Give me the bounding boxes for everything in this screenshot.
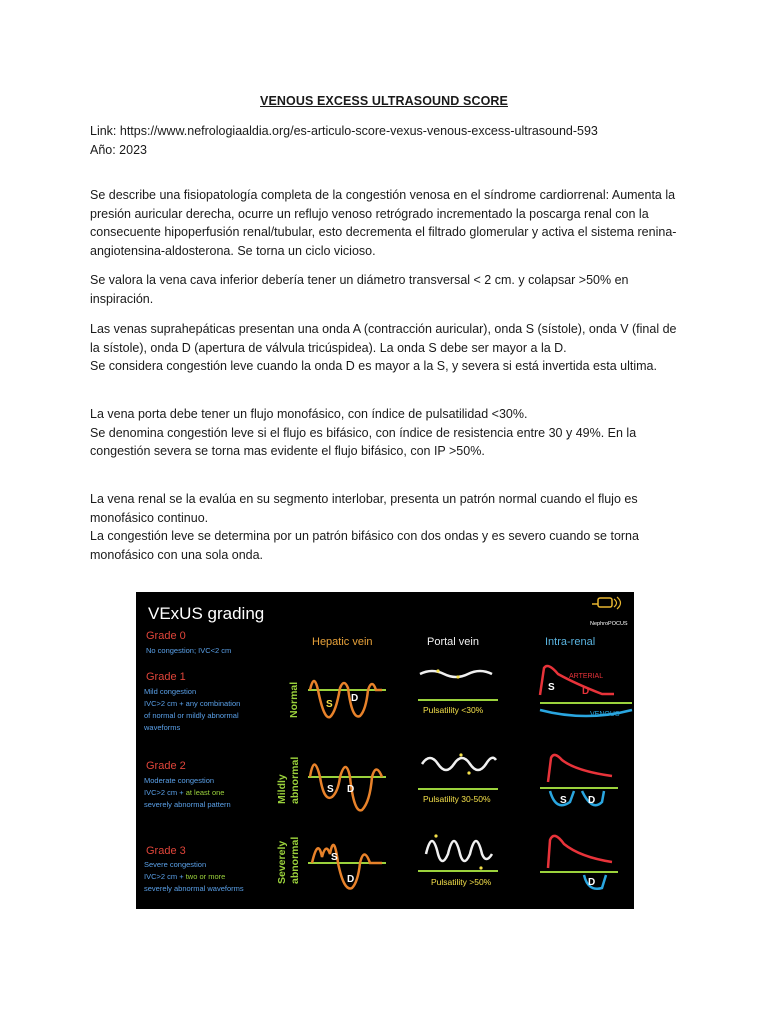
paragraph-text: La congestión leve se determina por un patrón bifásico con dos ondas y es severo cuando se torna monofásico con una sola onda. bbox=[90, 529, 639, 562]
paragraph-text: Se valora la vena cava inferior debería tener un diámetro transversal < 2 cm. y colapsar >50% en inspiración. bbox=[90, 273, 629, 306]
paragraph-renal-vein bbox=[90, 490, 680, 564]
source-info bbox=[90, 122, 680, 159]
paragraph-hepatic-veins bbox=[90, 320, 680, 376]
paragraph-text: Se denomina congestión leve si el flujo es bifásico, con índice de resistencia entre 30 y 49%. En la congestión severa se torna mas evidente el flujo bifásico, con IP >50%. bbox=[90, 425, 637, 458]
marker bbox=[436, 669, 439, 672]
pulsatility-severe: Pulsatility >50% bbox=[431, 877, 492, 887]
paragraph-portal-vein bbox=[90, 405, 680, 461]
d-wave-label: D bbox=[582, 686, 590, 697]
d-wave-label: D bbox=[347, 874, 355, 885]
s-wave-label: S bbox=[560, 795, 567, 806]
grade-3-title: Grade 3 bbox=[146, 845, 186, 857]
d-wave-label: D bbox=[588, 877, 596, 888]
marker bbox=[467, 771, 470, 774]
grade-2-highlight: at least one bbox=[185, 788, 225, 797]
grade-1-desc-line3: of normal or mildly abnormal bbox=[144, 711, 239, 720]
row-label-normal: Normal bbox=[288, 681, 300, 718]
d-wave-label: D bbox=[347, 784, 355, 795]
column-portal: Portal vein bbox=[427, 636, 479, 648]
venous-label: VENOUS bbox=[590, 711, 620, 718]
grade-3-desc-line3: severely abnormal waveforms bbox=[144, 884, 244, 893]
marker bbox=[434, 834, 437, 837]
paragraph-ivc bbox=[90, 271, 680, 308]
arterial-label: ARTERIAL bbox=[569, 673, 604, 680]
figure-heading: VExUS grading bbox=[148, 604, 265, 623]
year-line: Año: 2023 bbox=[90, 142, 147, 157]
marker bbox=[459, 753, 462, 756]
grade-3-desc-line2 bbox=[144, 872, 225, 881]
marker bbox=[479, 866, 482, 869]
grade-2-desc-line2 bbox=[144, 788, 224, 797]
paragraph-text: La vena porta debe tener un flujo monofásico, con índice de pulsatilidad <30%. bbox=[90, 407, 528, 421]
grade-0-title: Grade 0 bbox=[146, 630, 186, 642]
grade-2-desc-part: IVC>2 cm + bbox=[144, 788, 186, 797]
paragraph-text: Las venas suprahepáticas presentan una onda A (contracción auricular), onda S (sístole), onda V (final de la sístole), onda D (apertura de válvula tricúspidea). La onda S debe ser mayor a la D. bbox=[90, 322, 677, 355]
link-line: Link: https://www.nefrologiaaldia.org/es-articulo-score-vexus-venous-excess-ultrasound-593 bbox=[90, 124, 598, 138]
s-wave-label: S bbox=[327, 784, 334, 795]
column-renal: Intra-renal bbox=[545, 636, 596, 648]
paragraph-text: La vena renal se la evalúa en su segmento interlobar, presenta un patrón normal cuando el flujo es monofásico continuo. bbox=[90, 492, 638, 525]
grade-3-highlight: two or more bbox=[185, 872, 226, 881]
grade-0-desc: No congestion; IVC<2 cm bbox=[146, 646, 232, 655]
row-label-severely-1: Severely bbox=[276, 840, 288, 884]
grade-2-desc-line3: severely abnormal pattern bbox=[144, 800, 231, 809]
vexus-figure-svg bbox=[136, 592, 634, 909]
s-wave-label: S bbox=[548, 682, 555, 693]
document-title: VENOUS EXCESS ULTRASOUND SCORE bbox=[260, 94, 508, 108]
paragraph-text: Se describe una fisiopatología completa de la congestión venosa en el síndrome cardiorrenal: Aumenta la presión auricular derecha, ocurre un reflujo venoso retrógrado incrementado la poscarga renal con la consecuente hipoperfusión renal/tubular, esto decrementa el filtrado glomerular y activa el sistema renina-angiotensina-aldosterona. Se torna un ciclo vicioso. bbox=[90, 188, 677, 258]
column-hepatic: Hepatic vein bbox=[312, 636, 373, 648]
grade-1-title: Grade 1 bbox=[146, 671, 186, 683]
logo-text: NephroPOCUS bbox=[590, 621, 628, 627]
vexus-grading-figure bbox=[136, 592, 634, 909]
row-label-severely-2: abnormal bbox=[289, 836, 301, 884]
marker bbox=[456, 675, 459, 678]
grade-2-desc-line1: Moderate congestion bbox=[144, 776, 215, 785]
s-wave-label: S bbox=[331, 852, 338, 863]
paragraph-pathophysiology bbox=[90, 186, 680, 260]
s-wave-label: S bbox=[326, 699, 333, 710]
grade-1-desc-line1: Mild congestion bbox=[144, 687, 197, 696]
paragraph-text: Se considera congestión leve cuando la onda D es mayor a la S, y severa si está invertida esta ultima. bbox=[90, 359, 657, 373]
d-wave-label: D bbox=[351, 693, 359, 704]
grade-3-desc-part: IVC>2 cm + bbox=[144, 872, 186, 881]
row-label-mildly-1: Mildly bbox=[276, 774, 288, 804]
d-wave-label: D bbox=[588, 795, 596, 806]
grade-2-title: Grade 2 bbox=[146, 760, 186, 772]
grade-1-desc-line2: IVC>2 cm + any combination bbox=[144, 699, 241, 708]
pulsatility-mild: Pulsatility 30-50% bbox=[423, 794, 491, 804]
grade-1-desc-line4: waveforms bbox=[144, 723, 181, 732]
pulsatility-normal: Pulsatility <30% bbox=[423, 705, 484, 715]
row-label-mildly-2: abnormal bbox=[289, 756, 301, 804]
grade-3-desc-line1: Severe congestion bbox=[144, 860, 207, 869]
